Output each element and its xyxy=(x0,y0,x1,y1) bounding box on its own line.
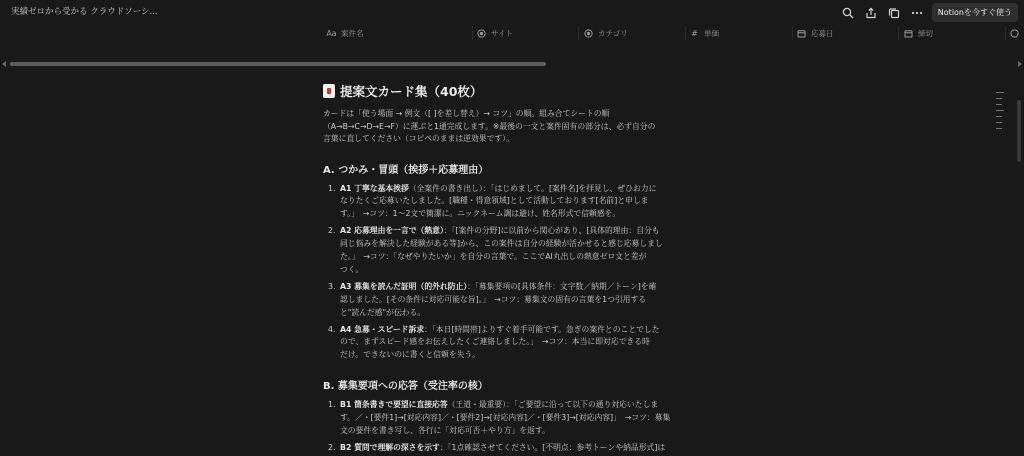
top-actions xyxy=(840,3,1018,22)
card-text: つく。 xyxy=(340,264,364,274)
horizontal-scrollbar[interactable] xyxy=(0,58,1024,70)
search-icon[interactable] xyxy=(840,5,856,21)
column-divider[interactable] xyxy=(472,26,473,40)
list-item[interactable] xyxy=(323,442,699,455)
database-column-headers xyxy=(322,26,1024,40)
card-text: 同じ悩みを解決した経験がある等]から、この案件は自分の経験が活かせると感じ応募しまし xyxy=(340,239,663,249)
number-property-icon: # xyxy=(691,28,698,38)
card-heading: B1 箇条書きで要望に直接応答 xyxy=(340,400,448,410)
card-text: ：「募集要項の[具体条件：文字数／納期／トーン]を確 xyxy=(467,281,657,291)
column-label: カテゴリ xyxy=(598,28,628,38)
column-header-price[interactable] xyxy=(690,26,719,40)
column-header-site[interactable] xyxy=(477,26,513,40)
more-icon[interactable] xyxy=(909,5,925,21)
card-text: ：「1点確認させてください。[不明点：参考トーンや納品形式]は xyxy=(439,443,666,452)
playing-card-icon xyxy=(323,84,335,98)
list-item[interactable] xyxy=(323,399,699,438)
scroll-right-icon[interactable] xyxy=(1018,61,1022,67)
column-header-deadline[interactable] xyxy=(904,26,933,40)
card-heading: A1 丁寧な基本挨拶 xyxy=(340,183,409,193)
intro-line: カードは「使う場面 → 例文（[ ]を差し替え）→ コツ」の順。組み合てシートの順 xyxy=(323,109,610,118)
column-label: 応募日 xyxy=(811,28,834,38)
page-title[interactable]: 実績ゼロから受かる クラウドソーシ... xyxy=(11,7,158,17)
card-text: ：「[案件の分野]に以前から関心があり、[具体的理由：自分も xyxy=(443,226,660,236)
intro-line: （A→B→C→D→E→F）に運ぶと1通完成します。※最後の一文と案件固有の部分は、必ず自分の xyxy=(323,121,656,131)
doc-title[interactable]: 提案文カード集（40枚） xyxy=(340,84,483,99)
top-bar xyxy=(0,0,1024,24)
share-icon[interactable] xyxy=(863,5,879,21)
card-text: （王道・最重要）：「ご要望に沿って以下の通り対応いたしま xyxy=(447,400,659,410)
duplicate-icon[interactable] xyxy=(886,5,902,21)
card-heading: A3 募集を読んだ証明（的外れ防止） xyxy=(340,281,468,291)
card-text: す。」 →コツ：1〜2文で簡潔に。ニックネーム調は避け、姓名形式で信頼感を。 xyxy=(340,209,621,219)
card-text: だけ。できないのに書くと信頼を失う。 xyxy=(340,350,481,360)
column-divider[interactable] xyxy=(578,26,579,40)
card-text: 認しました。[その条件に対応可能な旨]。」 →コツ：募集文の固有の言葉を1つ引用する xyxy=(340,294,647,304)
scroll-left-icon[interactable] xyxy=(2,61,6,67)
section-heading-b[interactable]: B. 募集要項への応答（受注率の核） xyxy=(323,381,488,393)
calendar-icon xyxy=(797,29,806,38)
column-label: サイト xyxy=(491,28,513,38)
page-content xyxy=(323,80,699,456)
column-header-name[interactable] xyxy=(327,26,364,40)
card-text: （全案件の書き出し）：「はじめまして。[案件名]を拝見し、ぜひお力に xyxy=(408,183,657,193)
column-divider[interactable] xyxy=(792,26,793,40)
intro-line: 言葉に直してください（コピペのままは逆効果です）。 xyxy=(323,134,514,143)
category-icon xyxy=(584,29,593,38)
list-number: 3. xyxy=(328,281,336,291)
column-label: 締切 xyxy=(918,28,933,38)
column-header-category[interactable] xyxy=(584,26,628,40)
card-text: 文の要件を書き写し、各行に「対応可否＋やり方」を返す。 xyxy=(340,426,550,436)
get-notion-button[interactable]: Notionを今すぐ使う xyxy=(932,3,1018,22)
property-icon xyxy=(1010,29,1019,38)
card-list-a xyxy=(323,183,699,363)
list-item[interactable] xyxy=(323,225,699,277)
list-number: 1. xyxy=(328,183,336,193)
column-label: 単価 xyxy=(704,28,719,38)
list-number: 2. xyxy=(328,443,336,452)
list-item[interactable] xyxy=(323,324,699,363)
column-header-more[interactable] xyxy=(1010,26,1019,40)
column-divider[interactable] xyxy=(898,26,899,40)
site-icon xyxy=(477,29,486,38)
list-item[interactable] xyxy=(323,183,699,222)
card-text: す。／・[要件1]→[対応内容]／・[要件2]→[対応内容]／・[要件3]→[対応内容]」 →コツ：募集 xyxy=(340,413,671,423)
doc-heading xyxy=(323,80,699,102)
list-number: 2. xyxy=(328,226,336,236)
card-text: ので、まずスピード感をお伝えしたくご連絡しました。」 →コツ：本当に即対応できる時 xyxy=(340,337,650,347)
text-property-icon: Aa xyxy=(326,28,337,38)
column-divider[interactable] xyxy=(1005,26,1006,40)
column-header-applied-date[interactable] xyxy=(797,26,834,40)
intro-paragraph[interactable] xyxy=(323,108,699,146)
list-item[interactable] xyxy=(323,281,699,320)
card-text: と"読んだ感"が伝わる。 xyxy=(340,307,426,317)
list-number: 1. xyxy=(328,400,336,410)
column-label: 案件名 xyxy=(341,28,364,38)
card-text: た。」 →コツ：「なぜやりたいか」を自分の言葉で。ここでAI丸出しの熱意ゼロ文と差が xyxy=(340,252,647,262)
card-heading: B2 質問で理解の深さを示す xyxy=(340,443,440,452)
column-divider[interactable] xyxy=(685,26,686,40)
scrollbar-thumb[interactable] xyxy=(10,62,546,66)
card-heading: A2 応募理由を一言で（熱意） xyxy=(340,226,444,236)
card-list-b xyxy=(323,399,699,455)
list-number: 4. xyxy=(328,324,336,334)
card-heading: A4 急募・スピード訴求 xyxy=(340,324,425,334)
calendar-icon xyxy=(904,29,913,38)
vertical-scrollbar[interactable] xyxy=(1017,100,1021,162)
section-heading-a[interactable]: A. つかみ・冒頭（挨拶＋応募理由） xyxy=(323,164,489,176)
outline-minimap[interactable] xyxy=(996,92,1006,134)
card-text: ：「本日[時間帯]よりすぐ着手可能です。急ぎの案件とのことでした xyxy=(424,324,660,334)
card-text: なりたくご応募いたしました。[職種・得意領域]として活動しております[名前]と申しま xyxy=(340,196,649,206)
